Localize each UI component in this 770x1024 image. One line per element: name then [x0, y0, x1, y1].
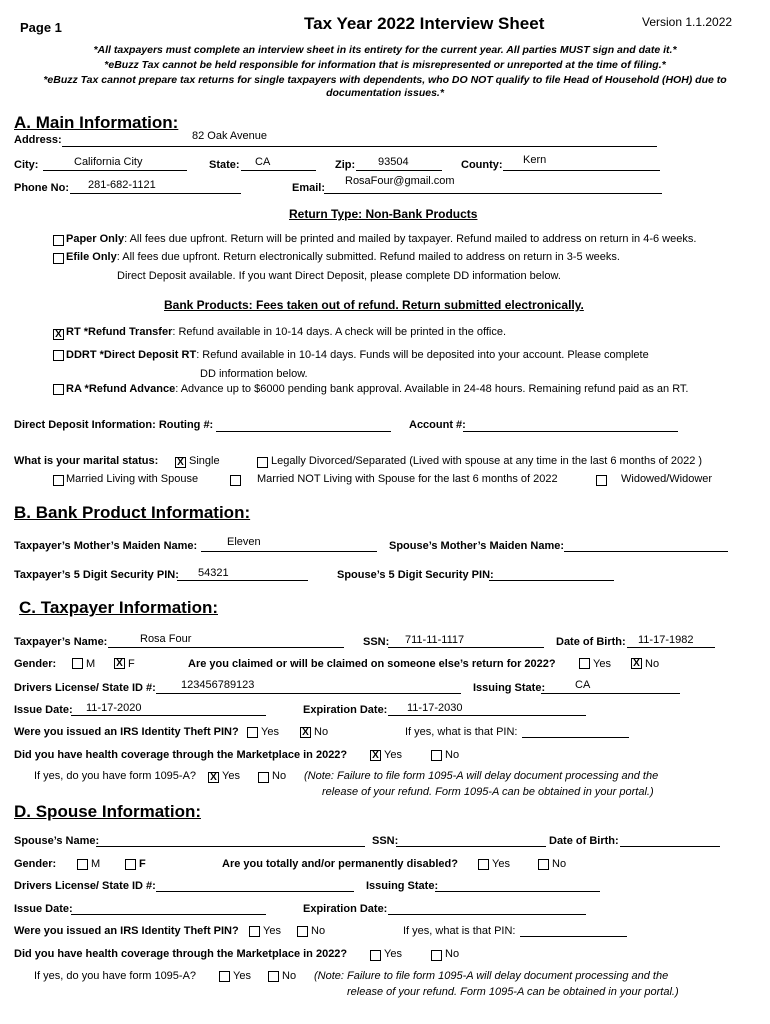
spouse-health-no-checkbox[interactable]: [431, 950, 442, 961]
claimed-question: Are you claimed or will be claimed on someone else’s return for 2022?: [188, 658, 556, 670]
spouse-1095a-note: (Note: Failure to file form 1095-A will delay document processing and the: [314, 970, 669, 982]
taxpayer-gender-label: Gender:: [14, 658, 57, 670]
section-heading-bank: B. Bank Product Information:: [14, 503, 251, 522]
taxpayer-ip-pin-yes-checkbox[interactable]: [247, 727, 258, 738]
ddrt-text-continued: DD information below.: [200, 368, 308, 380]
taxpayer-dl-label: Drivers License/ State ID #:: [14, 682, 156, 694]
taxpayer-issuing-state-value: CA: [575, 679, 591, 691]
spouse-issue-date-label: Issue Date:: [14, 903, 73, 915]
form-title: Tax Year 2022 Interview Sheet: [304, 14, 545, 33]
taxpayer-name-label: Taxpayer’s Name:: [14, 636, 108, 648]
spouse-ip-pin-yes-checkbox[interactable]: [249, 926, 260, 937]
spouse-disabled-no-label: No: [552, 858, 567, 870]
direct-deposit-label: Direct Deposit Information: [14, 419, 153, 431]
spouse-ip-pin-yes-label: Yes: [263, 925, 281, 937]
spouse-disabled-question: Are you totally and/or permanently disabled?: [222, 858, 458, 870]
spouse-security-pin-field[interactable]: [489, 580, 614, 581]
direct-deposit-row: [14, 419, 213, 431]
section-heading-spouse: D. Spouse Information:: [14, 802, 201, 821]
claimed-yes-label: Yes: [593, 658, 611, 670]
single-label: Single: [189, 455, 220, 467]
taxpayer-ip-pin-no-checkbox[interactable]: X: [300, 727, 311, 738]
county-field[interactable]: [503, 170, 660, 171]
spouse-issue-date-field[interactable]: [71, 914, 266, 915]
taxpayer-1095a-yes-label: Yes: [222, 770, 240, 782]
taxpayer-health-question: Did you have health coverage through the Marketplace in 2022?: [14, 749, 348, 761]
taxpayer-issuing-state-field[interactable]: [541, 693, 680, 694]
single-checkbox[interactable]: X: [175, 457, 186, 468]
county-value: Kern: [523, 154, 547, 166]
spouse-ssn-label: SSN:: [372, 835, 399, 847]
security-pin-field[interactable]: [177, 580, 308, 581]
married-not-living-label: Married NOT Living with Spouse for the last 6 months of 2022: [257, 473, 558, 485]
mother-maiden-label: Taxpayer’s Mother’s Maiden Name:: [14, 540, 198, 552]
taxpayer-1095a-yes-checkbox[interactable]: X: [208, 772, 219, 783]
efile-only-option: [66, 251, 620, 263]
ra-label: RA *Refund Advance: [66, 383, 176, 395]
spouse-health-question: Did you have health coverage through the Marketplace in 2022?: [14, 948, 348, 960]
spouse-gender-f-label: F: [139, 858, 146, 870]
city-label: City:: [14, 159, 39, 171]
security-pin-value: 54321: [198, 567, 229, 579]
spouse-mother-maiden-field[interactable]: [564, 551, 728, 552]
spouse-1095a-note-continued: release of your refund. Form 1095-A can be obtained in your portal.): [347, 986, 679, 998]
mother-maiden-value: Eleven: [227, 536, 261, 548]
taxpayer-ip-pin-field[interactable]: [522, 737, 629, 738]
mother-maiden-field[interactable]: [201, 551, 377, 552]
return-type-heading: Return Type: Non-Bank Products: [289, 207, 478, 221]
paper-only-label: Paper Only: [66, 233, 125, 245]
notice-line: *All taxpayers must complete an interview sheet in its entirety for the current year. All parties MUST sign and date it.*: [93, 44, 677, 56]
taxpayer-dl-value: 123456789123: [181, 679, 255, 691]
email-field[interactable]: [324, 193, 662, 194]
taxpayer-1095a-note: (Note: Failure to file form 1095-A will delay document processing and the: [304, 770, 659, 782]
taxpayer-issue-date-value: 11-17-2020: [86, 702, 142, 714]
city-field[interactable]: [43, 170, 187, 171]
spouse-ip-pin-field[interactable]: [520, 936, 627, 937]
widowed-checkbox[interactable]: [596, 475, 607, 486]
spouse-ip-pin-question: Were you issued an IRS Identity Theft PIN?: [14, 925, 239, 937]
ddrt-label: DDRT *Direct Deposit RT: [66, 349, 197, 361]
security-pin-label: Taxpayer’s 5 Digit Security PIN:: [14, 569, 179, 581]
spouse-gender-f-checkbox[interactable]: [125, 859, 136, 870]
spouse-exp-date-field[interactable]: [388, 914, 586, 915]
taxpayer-1095a-note-continued: release of your refund. Form 1095-A can be obtained in your portal.): [322, 786, 654, 798]
efile-only-checkbox[interactable]: [53, 253, 64, 264]
taxpayer-health-yes-label: Yes: [384, 749, 402, 761]
phone-label: Phone No:: [14, 182, 69, 194]
zip-field[interactable]: [356, 170, 442, 171]
divorced-checkbox[interactable]: [257, 457, 268, 468]
claimed-yes-checkbox[interactable]: [579, 658, 590, 669]
city-value: California City: [74, 156, 143, 168]
spouse-ip-pin-no-label: No: [311, 925, 326, 937]
email-label: Email:: [292, 182, 326, 194]
marital-status-label: What is your marital status:: [14, 455, 159, 467]
ddrt-text: : Refund available in 10-14 days. Funds will be deposited into your account. Please complete: [196, 349, 649, 361]
taxpayer-health-no-checkbox[interactable]: [431, 750, 442, 761]
phone-field[interactable]: [70, 193, 241, 194]
version-label: Version 1.1.2022: [642, 15, 733, 29]
spouse-dob-label: Date of Birth:: [549, 835, 619, 847]
routing-field[interactable]: [216, 431, 391, 432]
taxpayer-health-yes-checkbox[interactable]: X: [370, 750, 381, 761]
zip-value: 93504: [378, 156, 409, 168]
spouse-issuing-state-label: Issuing State:: [366, 880, 439, 892]
spouse-1095a-yes-label: Yes: [233, 970, 251, 982]
spouse-name-label: Spouse’s Name:: [14, 835, 100, 847]
spouse-name-field[interactable]: [96, 846, 365, 847]
taxpayer-name-field[interactable]: [108, 647, 344, 648]
address-label: Address:: [14, 134, 62, 146]
rt-checkbox[interactable]: X: [53, 329, 64, 340]
spouse-1095a-yes-checkbox[interactable]: [219, 971, 230, 982]
spouse-disabled-yes-checkbox[interactable]: [478, 859, 489, 870]
notice-line: documentation issues.*: [326, 87, 444, 99]
spouse-security-pin-label: Spouse’s 5 Digit Security PIN:: [337, 569, 494, 581]
spouse-health-yes-label: Yes: [384, 948, 402, 960]
taxpayer-dob-field[interactable]: [627, 647, 715, 648]
married-not-living-checkbox[interactable]: [230, 475, 241, 486]
paper-only-checkbox[interactable]: [53, 235, 64, 246]
spouse-gender-label: Gender:: [14, 858, 57, 870]
claimed-no-checkbox[interactable]: X: [631, 658, 642, 669]
account-field[interactable]: [463, 431, 678, 432]
spouse-dl-field[interactable]: [156, 891, 354, 892]
bank-products-heading: Bank Products: Fees taken out of refund. Return submitted electronically.: [164, 298, 584, 312]
taxpayer-ip-pin-yes-label: Yes: [261, 726, 279, 738]
taxpayer-issuing-state-label: Issuing State:: [473, 682, 546, 694]
spouse-exp-date-label: Expiration Date:: [303, 903, 388, 915]
taxpayer-1095a-no-label: No: [272, 770, 287, 782]
spouse-dob-field[interactable]: [620, 846, 720, 847]
efile-only-text: : All fees due upfront. Return electronically submitted. Refund mailed to address on return in 3-5 weeks.: [116, 251, 620, 263]
address-field[interactable]: [62, 146, 657, 147]
spouse-ssn-field[interactable]: [396, 846, 546, 847]
taxpayer-ssn-field[interactable]: [388, 647, 544, 648]
section-heading-taxpayer: C. Taxpayer Information:: [19, 598, 218, 617]
spouse-disabled-yes-label: Yes: [492, 858, 510, 870]
spouse-1095a-no-label: No: [282, 970, 297, 982]
taxpayer-1095a-question: If yes, do you have form 1095-A?: [34, 770, 197, 782]
ra-checkbox[interactable]: [53, 384, 64, 395]
taxpayer-ip-pin-no-label: No: [314, 726, 329, 738]
married-living-label: Married Living with Spouse: [66, 473, 199, 485]
spouse-gender-m-checkbox[interactable]: [77, 859, 88, 870]
routing-label: : Routing #:: [152, 419, 214, 431]
spouse-1095a-question: If yes, do you have form 1095-A?: [34, 970, 197, 982]
county-label: County:: [461, 159, 503, 171]
widowed-label: Widowed/Widower: [621, 473, 713, 485]
rt-label: RT *Refund Transfer: [66, 326, 173, 338]
zip-label: Zip:: [335, 159, 356, 171]
spouse-mother-maiden-label: Spouse’s Mother’s Maiden Name:: [389, 540, 565, 552]
taxpayer-health-no-label: No: [445, 749, 460, 761]
married-living-checkbox[interactable]: [53, 475, 64, 486]
taxpayer-ssn-label: SSN:: [363, 636, 390, 648]
spouse-issuing-state-field[interactable]: [435, 891, 600, 892]
page-number: Page 1: [20, 20, 62, 35]
taxpayer-dl-field[interactable]: [156, 693, 461, 694]
spouse-health-yes-checkbox[interactable]: [370, 950, 381, 961]
state-label: State:: [209, 159, 240, 171]
claimed-no-label: No: [645, 658, 660, 670]
spouse-1095a-no-checkbox[interactable]: [268, 971, 279, 982]
notice-line: *eBuzz Tax cannot prepare tax returns for single taxpayers with dependents, who DO NOT qualify to file Head of Household (HOH) due to: [43, 74, 727, 86]
spouse-ip-pin-value-label: If yes, what is that PIN:: [403, 925, 516, 937]
taxpayer-dob-value: 11-17-1982: [638, 634, 694, 646]
spouse-gender-m-label: M: [91, 858, 101, 870]
ddrt-option: [66, 349, 649, 361]
taxpayer-exp-date-value: 11-17-2030: [407, 702, 463, 714]
taxpayer-ip-pin-value-label: If yes, what is that PIN:: [405, 726, 518, 738]
taxpayer-ip-pin-question: Were you issued an IRS Identity Theft PIN?: [14, 726, 239, 738]
taxpayer-gender-m-checkbox[interactable]: [72, 658, 83, 669]
paper-only-option: [66, 233, 696, 245]
taxpayer-gender-f-label: F: [128, 658, 135, 670]
rt-option: [66, 326, 506, 338]
divorced-label: Legally Divorced/Separated (Lived with spouse at any time in the last 6 months of 2022 ): [271, 455, 703, 467]
section-heading-main: A. Main Information:: [14, 113, 179, 132]
taxpayer-exp-date-label: Expiration Date:: [303, 704, 388, 716]
account-label: Account #:: [409, 419, 466, 431]
taxpayer-exp-date-field[interactable]: [388, 715, 586, 716]
taxpayer-name-value: Rosa Four: [140, 633, 192, 645]
notice-line: *eBuzz Tax cannot be held responsible for information that is misrepresented or unreported at the time of filing.*: [104, 59, 666, 71]
phone-value: 281-682-1121: [88, 179, 156, 191]
ra-option: [66, 383, 689, 395]
ra-text: : Advance up to $6000 pending bank approval. Available in 24-48 hours. Remaining refund paid as an RT.: [175, 383, 689, 395]
state-value: CA: [255, 156, 271, 168]
taxpayer-gender-f-checkbox[interactable]: X: [114, 658, 125, 669]
rt-text: : Refund available in 10-14 days. A check will be printed in the office.: [172, 326, 507, 338]
spouse-ip-pin-no-checkbox[interactable]: [297, 926, 308, 937]
ddrt-checkbox[interactable]: [53, 350, 64, 361]
taxpayer-issue-date-field[interactable]: [71, 715, 266, 716]
taxpayer-1095a-no-checkbox[interactable]: [258, 772, 269, 783]
taxpayer-ssn-value: 711-11-1117: [405, 634, 465, 646]
spouse-disabled-no-checkbox[interactable]: [538, 859, 549, 870]
direct-deposit-note: Direct Deposit available. If you want Direct Deposit, please complete DD information below.: [117, 270, 561, 282]
taxpayer-gender-m-label: M: [86, 658, 96, 670]
state-field[interactable]: [241, 170, 316, 171]
efile-only-label: Efile Only: [66, 251, 117, 263]
email-value: RosaFour@gmail.com: [345, 175, 455, 187]
address-value: 82 Oak Avenue: [192, 130, 268, 142]
paper-only-text: : All fees due upfront. Return will be printed and mailed by taxpayer. Refund mailed to address on return in 4-6 weeks.: [124, 233, 697, 245]
taxpayer-issue-date-label: Issue Date:: [14, 704, 73, 716]
spouse-dl-label: Drivers License/ State ID #:: [14, 880, 156, 892]
spouse-health-no-label: No: [445, 948, 460, 960]
taxpayer-dob-label: Date of Birth:: [556, 636, 626, 648]
